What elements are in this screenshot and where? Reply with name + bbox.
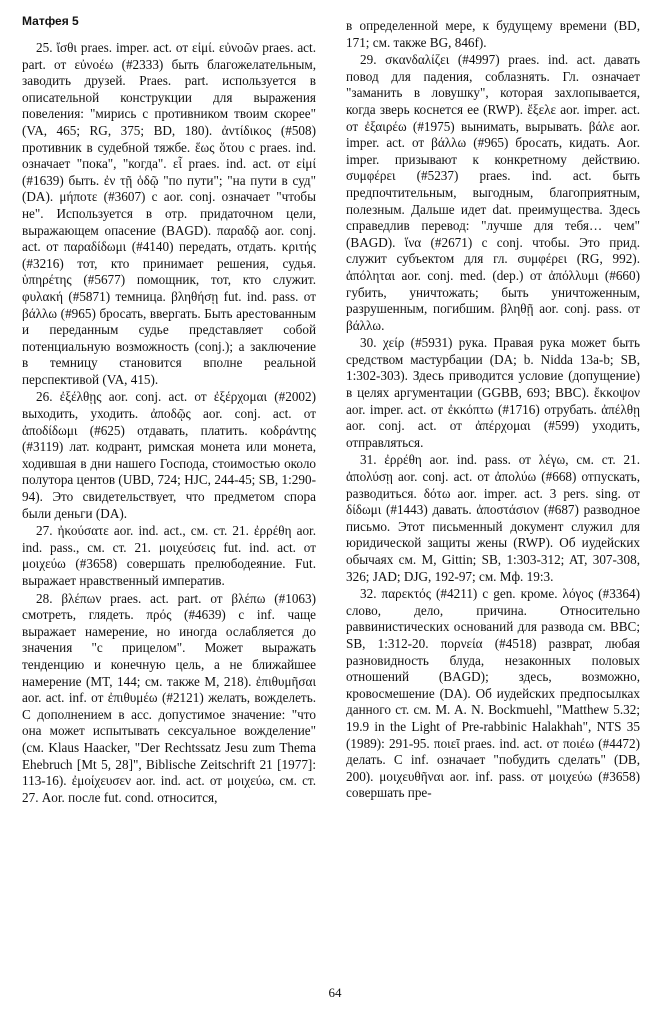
entry-verse-25: 25. ἴσθι praes. imper. act. от εἰμί. εὐνοῶν praes. act. part. от εὐνοέω (#2333) быть благожелательным, заводить друзей. Praes. part. используется в описательной конструкции для выражения повеления: "мирись с противником твоим скорее" (VA, 465; RG, 375; BD, 180). ἀντίδικος (#508) противник в судебной тяжбе. ἕως ὅτου с praes. ind. означает "пока", "когда". εἶ praes. ind. act. от εἰμί (#1639) быть. ἐν τῇ ὁδῷ "по пути"; "на пути в суд" (DA). μήποτε (#3607) с aor. conj. означает "чтобы не". Используется в отр. придаточном цели, выражающем опасение (BAGD). παραδῷ aor. conj. act. от παραδίδωμι (#4140) передать, отдать. κριτής (#3216) тот, кто принимает решения, судья. ὑπηρέτης (#5677) помощник, тот, кто служит. φυλακή (#5871) темница. βληθήσῃ fut. ind. pass. от βάλλω (#965) бросать, ввергать. Быть арестованным и переданным судье представляет собой потенциальную возможность (conj.); а заключение в темницу становится вполне реальной перспективой (VA, 415). [22, 40, 316, 387]
right-column [346, 18, 640, 802]
entry-verse-28-continued: в определенной мере, к будущему времени (BD, 171; см. также BG, 846f). [346, 18, 640, 50]
entry-verse-32: 32. παρεκτός (#4211) с gen. кроме. λόγος (#3364) слово, дело, причина. Относительно раввинистических оснований для развода см. BBC; SB, 1:312-20. πορνεία (#4518) разврат, любая разновидность блуда, незаконных половых отношений (BAGD); здесь, возможно, кровосмешение (DA). Об иудейских предпосылках данного ст. см. M. A. N. Bockmuehl, "Matthew 5.32; 19.9 in the Light of Pre-rabbinic Halakhah", NTS 35 (1989): 291-95. ποιεῖ praes. ind. act. от ποιέω (#4472) делать. С inf. означает "побудить сделать" (DB, 200). μοιχευθῆναι aor. inf. pass. от μοιχεύω (#3658) совершать пре- [346, 586, 640, 801]
entry-verse-30: 30. χείρ (#5931) рука. Правая рука может быть средством мастурбации (DA; b. Nidda 13a-b; SB, 1:302-303). Здесь приводится условие (допущение) в целях аргументации (GGBB, 693; BBC). ἔκκοψον aor. imper. act. от ἐκκόπτω (#1716) отрубать. ἀπέλθῃ aor. conj. act. от ἀπέρχομαι (#599) уходить, отправляться. [346, 335, 640, 450]
left-column [22, 40, 316, 806]
entry-verse-29: 29. σκανδαλίζει (#4997) praes. ind. act. давать повод для падения, соблазнять. Гл. означает "заманить в ловушку", которая захлопывается, когда зверь коснется ее (RWP). ἔξελε aor. imper. act. от ἐξαιρέω (#1975) вынимать, вырывать. βάλε aor. imper. act. от βάλλω (#965) бросать, кидать. Aor. imper. призывают к конкретному действию. συμφέρει (#5237) praes. ind. act. быть предпочтительным, выгодным, благоприятным, полезным. Дальше идет dat. преимущества. Здесь справедлив перевод: "лучше для тебя… чем" (BAGD). ἵνα (#2671) с conj. чтобы. Это прид. служит субъектом для гл. συμφέρει (RG, 992). ἀπόληται aor. conj. med. (dep.) от ἀπόλλυμι (#660) губить, уничтожать; быть уничтоженным, разрушенным, погибшим. βληθῇ aor. conj. pass. от βάλλω. [346, 52, 640, 333]
page-number: 64 [328, 985, 342, 1000]
running-head: Матфея 5 [22, 14, 79, 28]
entry-verse-31: 31. ἐρρέθη aor. ind. pass. от λέγω, см. ст. 21. ἀπολύσῃ aor. conj. act. от ἀπολύω (#668) отпускать, разводиться. δότω aor. imper. act. 3 pers. sing. от δίδωμι (#1443) давать. ἀποστάσιον (#687) разводное письмо. Этот письменный документ служил для юридической защиты жены (RWP). Об иудейских обычаях см. M, Gittin; SB, 1:303-312; AT, 307-308, 326; JAD; DJG, 192-97; см. Мф. 19:3. [346, 452, 640, 584]
entry-verse-27: 27. ἠκούσατε aor. ind. act., см. ст. 21. ἐρρέθη aor. ind. pass., см. ст. 21. μοιχεύσεις fut. ind. act. от μοιχεύω (#3658) совершать прелюбодеяние. Fut. выражает нравственный императив. [22, 523, 316, 588]
entry-verse-26: 26. ἐξέλθῃς aor. conj. act. от ἐξέρχομαι (#2002) выходить, уходить. ἀποδῷς aor. conj. act. от ἀποδίδωμι (#625) отдавать, платить. κοδράντης (#3119) лат. кодрант, римская монета или монета, ходившая в дни нашего Господа, стоимостью около полутора центов (UBD, 724; HJC, 244-45; SB, 1:290-94). Это свидетельствует, что предметом спора были деньги (DA). [22, 389, 316, 521]
entry-verse-28: 28. βλέπων praes. act. part. от βλέπω (#1063) смотреть, глядеть. πρός (#4639) с inf. чаще выражает намерение, но иногда ослабляется до значения "с прицелом". Может выражать тенденцию и конечную цель, а не ближайшее намерение (MT, 144; см. также M, 218). ἐπιθυμῆσαι aor. act. inf. от ἐπιθυμέω (#2121) желать, вожделеть. С дополнением в acc. допустимое значение: "что она может испытывать сексуальное вожделение" (см. Klaus Haacker, "Der Rechtssatz Jesu zum Thema Ehebruch [Mt 5, 28]", Biblische Zeitschrift 21 [1977]: 113-16). ἐμοίχευσεν aor. ind. act. от μοιχεύω, см. ст. 27. Aor. после fut. cond. относится, [22, 590, 316, 805]
